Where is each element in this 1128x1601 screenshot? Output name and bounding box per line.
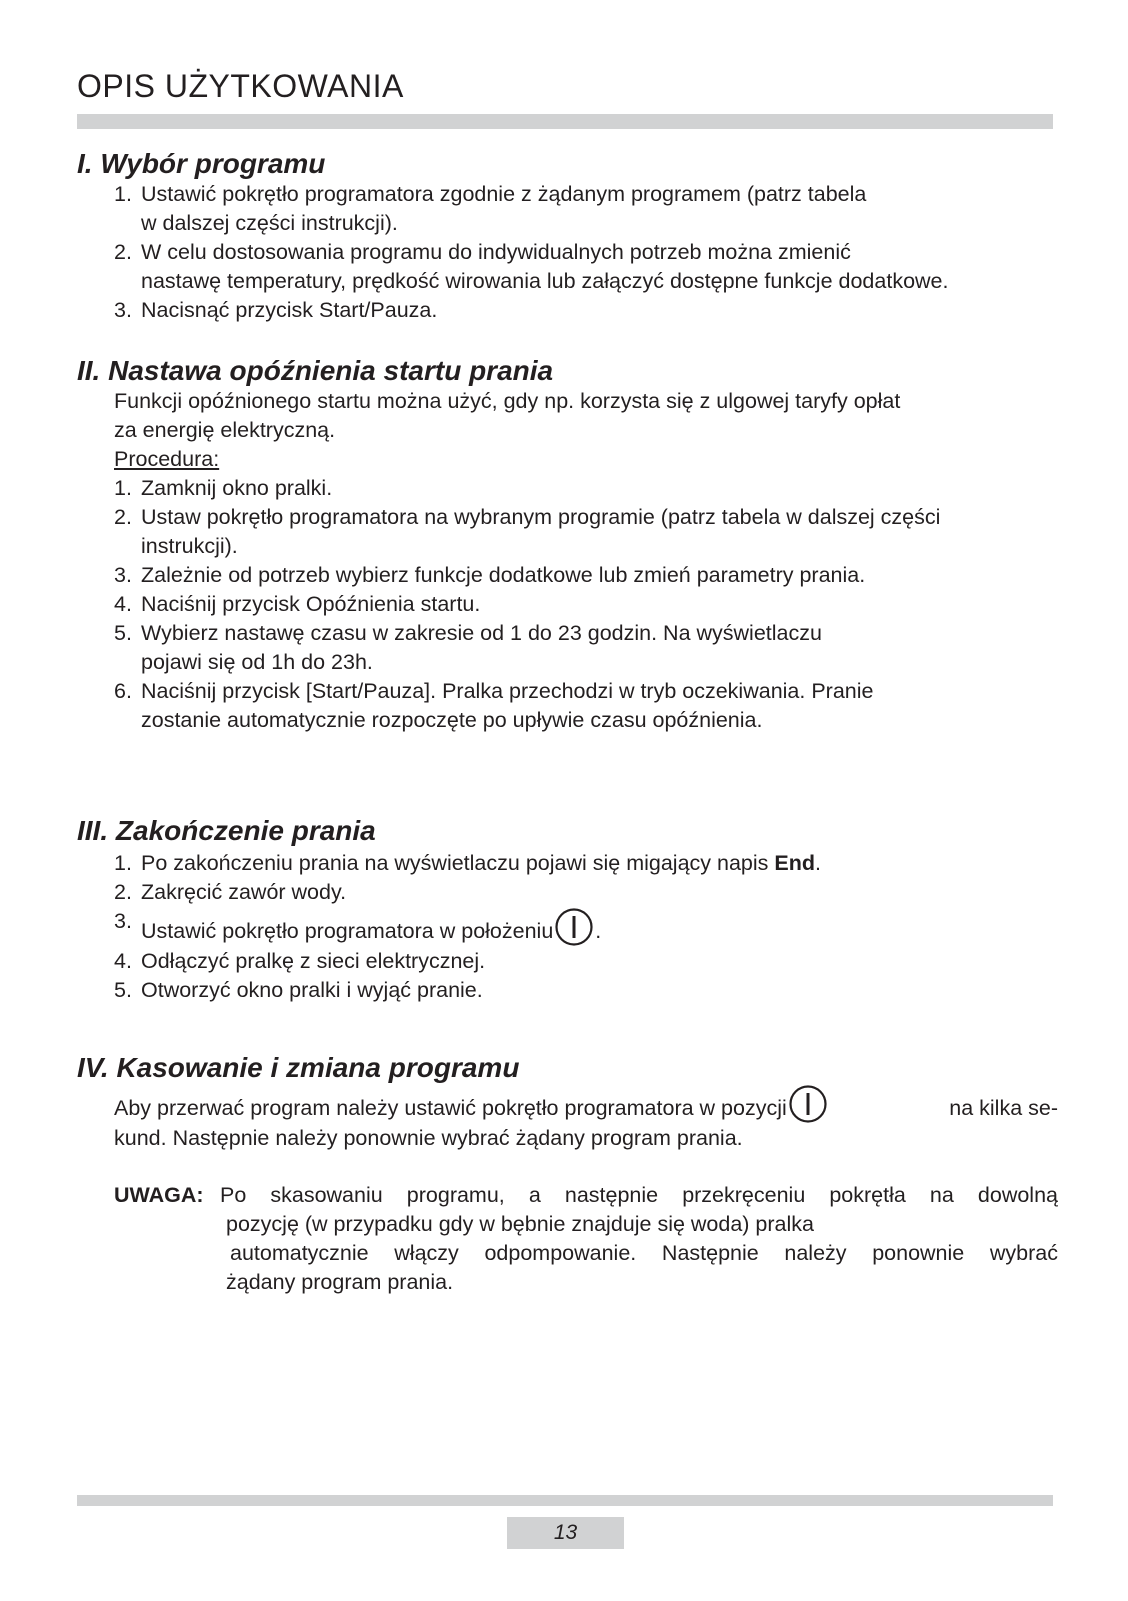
item-text: W celu dostosowania programu do indywidualnych potrzeb można zmienić xyxy=(141,240,851,264)
item-number: 2. xyxy=(114,880,132,904)
item-number: 1. xyxy=(114,476,132,500)
item-number: 3. xyxy=(114,909,132,933)
list-item xyxy=(114,296,1058,325)
warning-text: żądany program prania. xyxy=(226,1270,454,1294)
item-text: Po zakończeniu prania na wyświetlaczu pojawi się migający napis xyxy=(141,851,775,875)
warning-text: pozycję (w przypadku gdy w bębnie znajduje się woda) pralka xyxy=(226,1212,814,1236)
section-3-list xyxy=(114,849,1058,1005)
warning-label: UWAGA: xyxy=(114,1183,204,1207)
item-text: Wybierz nastawę czasu w zakresie od 1 do 23 godzin. Na wyświetlaczu xyxy=(141,621,822,645)
list-item xyxy=(114,474,1058,503)
section-4-paragraph-cont: kund. Następnie należy ponownie wybrać żądany program prania. xyxy=(114,1126,743,1150)
item-text-end: . xyxy=(815,851,821,875)
list-item xyxy=(114,878,1058,907)
section-2-intro: Funkcji opóźnionego startu można użyć, gdy np. korzysta się z ulgowej taryfy opłat xyxy=(114,389,901,413)
list-item xyxy=(114,849,1058,878)
item-text: Odłączyć pralkę z sieci elektrycznej. xyxy=(141,949,486,973)
warning-text: Po skasowaniu programu, a następnie przekręceniu pokrętła na dowolną xyxy=(220,1183,1058,1207)
item-number: 3. xyxy=(114,298,132,322)
section-1-title: I. Wybór programu xyxy=(77,148,326,179)
item-text: Zależnie od potrzeb wybierz funkcje dodatkowe lub zmień parametry prania. xyxy=(141,563,866,587)
warning-note xyxy=(114,1181,1058,1297)
list-item xyxy=(114,590,1058,619)
list-item xyxy=(114,907,1058,947)
item-text: Otworzyć okno pralki i wyjąć pranie. xyxy=(141,978,483,1002)
list-item xyxy=(114,503,1058,561)
section-2-body xyxy=(114,387,1058,735)
item-text: Naciśnij przycisk [Start/Pauza]. Pralka przechodzi w tryb oczekiwania. Pranie xyxy=(141,679,874,703)
item-number: 4. xyxy=(114,592,132,616)
display-text-end: End xyxy=(774,851,815,875)
warning-text: automatycznie włączy odpompowanie. Następnie należy ponownie wybrać xyxy=(230,1241,1058,1265)
item-text-cont: w dalszej części instrukcji). xyxy=(141,211,398,235)
section-2-intro-cont: za energię elektryczną. xyxy=(114,418,336,442)
power-off-icon xyxy=(554,907,594,947)
list-item xyxy=(114,677,1058,735)
page-title: OPIS UŻYTKOWANIA xyxy=(77,68,404,104)
item-text-cont: zostanie automatycznie rozpoczęte po upływie czasu opóźnienia. xyxy=(141,708,763,732)
header-divider xyxy=(77,114,1053,129)
item-number: 5. xyxy=(114,621,132,645)
section-3-title: III. Zakończenie prania xyxy=(77,815,376,846)
section-2-title: II. Nastawa opóźnienia startu prania xyxy=(77,355,554,386)
item-number: 6. xyxy=(114,679,132,703)
item-text-cont: instrukcji). xyxy=(141,534,238,558)
item-text-end: . xyxy=(595,919,602,943)
item-text: Zakręcić zawór wody. xyxy=(141,880,347,904)
item-number: 3. xyxy=(114,563,132,587)
section-4-paragraph: Aby przerwać program należy ustawić pokrętło programatora w pozycji xyxy=(114,1096,787,1120)
page-number: 13 xyxy=(507,1517,624,1549)
procedure-label: Procedura: xyxy=(114,447,220,471)
item-number: 5. xyxy=(114,978,132,1002)
item-text-cont: nastawę temperatury, prędkość wirowania lub załączyć dostępne funkcje dodatkowe. xyxy=(141,269,949,293)
list-item xyxy=(114,619,1058,677)
item-text: Ustaw pokrętło programatora na wybranym programie (patrz tabela w dalszej części xyxy=(141,505,941,529)
item-number: 1. xyxy=(114,182,132,206)
section-1-list xyxy=(114,180,1058,325)
list-item xyxy=(114,238,1058,296)
power-off-icon xyxy=(788,1084,828,1124)
item-number: 4. xyxy=(114,949,132,973)
item-number: 2. xyxy=(114,505,132,529)
section-4-paragraph-end: na kilka se- xyxy=(949,1096,1058,1120)
item-text: Zamknij okno pralki. xyxy=(141,476,333,500)
list-item xyxy=(114,180,1058,238)
item-text: Ustawić pokrętło programatora zgodnie z żądanym programem (patrz tabela xyxy=(141,182,867,206)
item-text: Ustawić pokrętło programatora w położeniu xyxy=(141,919,554,943)
section-4-body xyxy=(114,1084,1058,1297)
list-item xyxy=(114,561,1058,590)
list-item xyxy=(114,976,1058,1005)
item-number: 2. xyxy=(114,240,132,264)
item-text: Naciśnij przycisk Opóźnienia startu. xyxy=(141,592,481,616)
item-number: 1. xyxy=(114,851,132,875)
item-text-cont: pojawi się od 1h do 23h. xyxy=(141,650,373,674)
item-text: Nacisnąć przycisk Start/Pauza. xyxy=(141,298,438,322)
footer-divider xyxy=(77,1495,1053,1506)
list-item xyxy=(114,947,1058,976)
section-4-title: IV. Kasowanie i zmiana programu xyxy=(77,1052,520,1083)
